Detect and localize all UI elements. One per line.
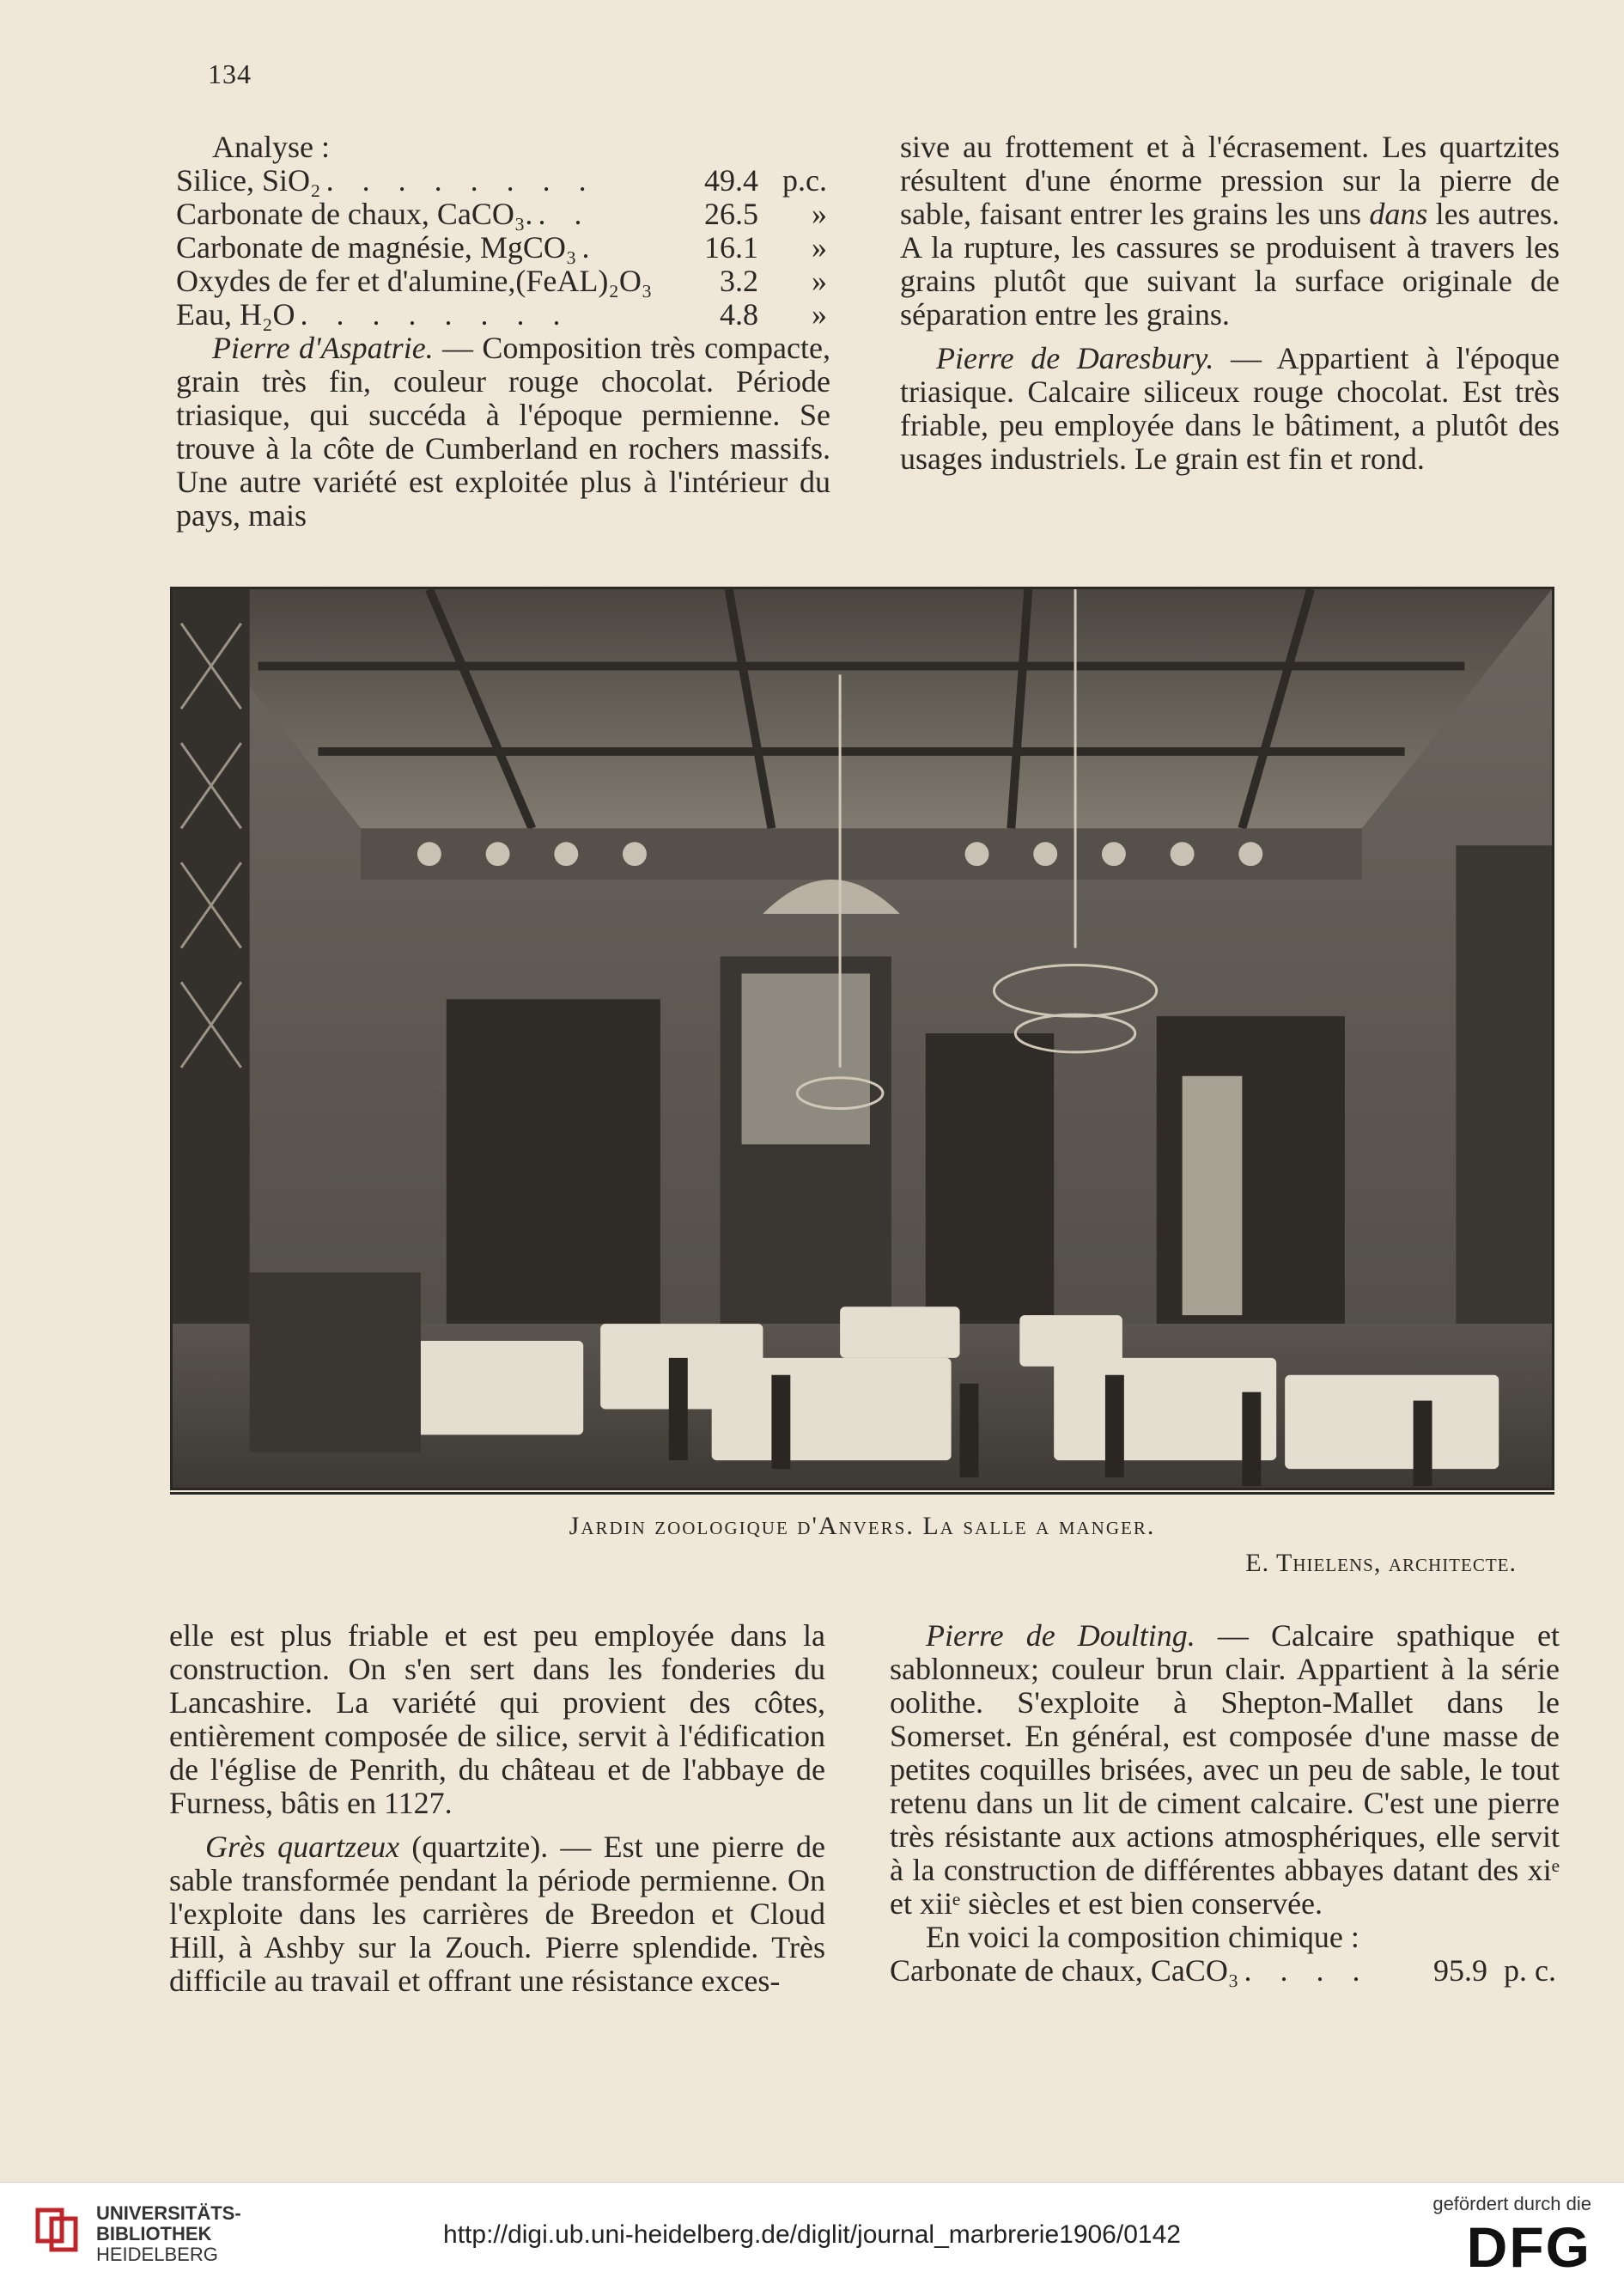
figure-rule: [170, 1492, 1554, 1495]
analysis-row: Silice, SiO₂ . . . . . . . . 49.4 p.c.: [176, 163, 827, 198]
composition-intro: En voici la composition chimique :: [926, 1920, 1359, 1954]
figure-credit: E. Thielens, architecte.: [1245, 1549, 1517, 1577]
aspatrie-heading: Pierre d'Aspatrie.: [212, 331, 434, 365]
analysis-row: Carbonate de magnésie, MgCO₃ . 16.1 »: [176, 230, 827, 265]
page-number: 134: [208, 58, 252, 89]
left-column-bottom: [169, 1619, 825, 1998]
quartzite-continuation: sive au frottement et à l'écrasement. Les quartzites résultent d'une énorme pression sur la pierre de sable, faisant entrer les grains les uns dans les autres. A la rupture, les cassures se produisent à travers les grains plutôt que suivant la surface originale de séparation entre les grains.: [900, 130, 1560, 332]
analysis-row: Carbonate de chaux, CaCO₃. . . 26.5 »: [176, 197, 827, 231]
composition-row: Carbonate de chaux, CaCO₃ . . . . 95.9 p. c.: [890, 1953, 1556, 1988]
dfg-funding: [1432, 2193, 1591, 2279]
doulting-paragraph: Pierre de Doulting. — Calcaire spathique et sablonneux; couleur brun clair. Appartient à la série oolithe. S'exploite à Shepton-Mallet dans le Somerset. En général, est composée d'une masse de petites coquilles brisées, avec un peu de sable, le tout retenu dans un lit de ciment calcaire. C'est une pierre très résistante aux actions atmosphériques, elle servit à la construction de différentes abbayes datant des xiᵉ et xiiᵉ siècles et est bien conservée.: [890, 1618, 1560, 1921]
daresbury-paragraph: Pierre de Daresbury. — Appartient à l'époque triasique. Calcaire siliceux rouge chocolat. Est très friable, peu employée dans le bâtiment, a plutôt des usages industriels. Le grain est fin et rond.: [900, 341, 1560, 476]
left-column-top: [176, 131, 830, 533]
analysis-row: Eau, H₂O . . . . . . . . 4.8 »: [176, 297, 827, 332]
gres-paragraph: Grès quartzeux (quartzite). — Est une pierre de sable transformée pendant la période permienne. On l'exploite dans les carrières de Breedon et Cloud Hill, à Ashby sur la Zouch. Pierre splendide. Très difficile au travail et offrant une résistance exces-: [169, 1830, 825, 1998]
right-column-top: [900, 131, 1560, 476]
funded-by-label: gefördert durch die: [1432, 2193, 1591, 2214]
daresbury-heading: Pierre de Daresbury.: [936, 341, 1214, 375]
university-library-name: UNIVERSITÄTS- BIBLIOTHEK HEIDELBERG: [96, 2202, 241, 2265]
aspatrie-paragraph: Pierre d'Aspatrie. — Composition très compacte, grain très fin, couleur rouge chocolat. Période triasique, qui succéda à l'époque permienne. Se trouve à la côte de Cumberland en rochers massifs. Une autre variété est exploitée plus à l'intérieur du pays, mais: [176, 331, 830, 533]
figure-caption: Jardin zoologique d'Anvers. La salle a manger.: [569, 1512, 1156, 1540]
dining-room-photograph: [170, 587, 1554, 1490]
doulting-heading: Pierre de Doulting.: [926, 1618, 1195, 1653]
right-column-bottom: [890, 1619, 1560, 1988]
analysis-table: [176, 164, 830, 332]
digitization-footer: [0, 2182, 1624, 2296]
source-url-link[interactable]: http://digi.ub.uni-heidelberg.de/diglit/journal_marbrerie1906/0142: [443, 2220, 1181, 2249]
aspatrie-continuation: elle est plus friable et est peu employée dans la construction. On s'en sert dans les fonderies du Lancashire. La variété qui provient des côtes, entièrement composée de silice, servit à l'édification de l'église de Penrith, du château et de l'abbaye de Furness, bâtis en 1127.: [169, 1618, 825, 1820]
analysis-title: Analyse :: [212, 130, 330, 164]
analysis-row: Oxydes de fer et d'alumine,(FeAL)₂O₃ 3.2 »: [176, 264, 827, 298]
photograph-illustration: [173, 589, 1552, 1488]
dfg-logo-icon: DFG: [1466, 2215, 1591, 2279]
gres-heading: Grès quartzeux: [205, 1830, 400, 1864]
